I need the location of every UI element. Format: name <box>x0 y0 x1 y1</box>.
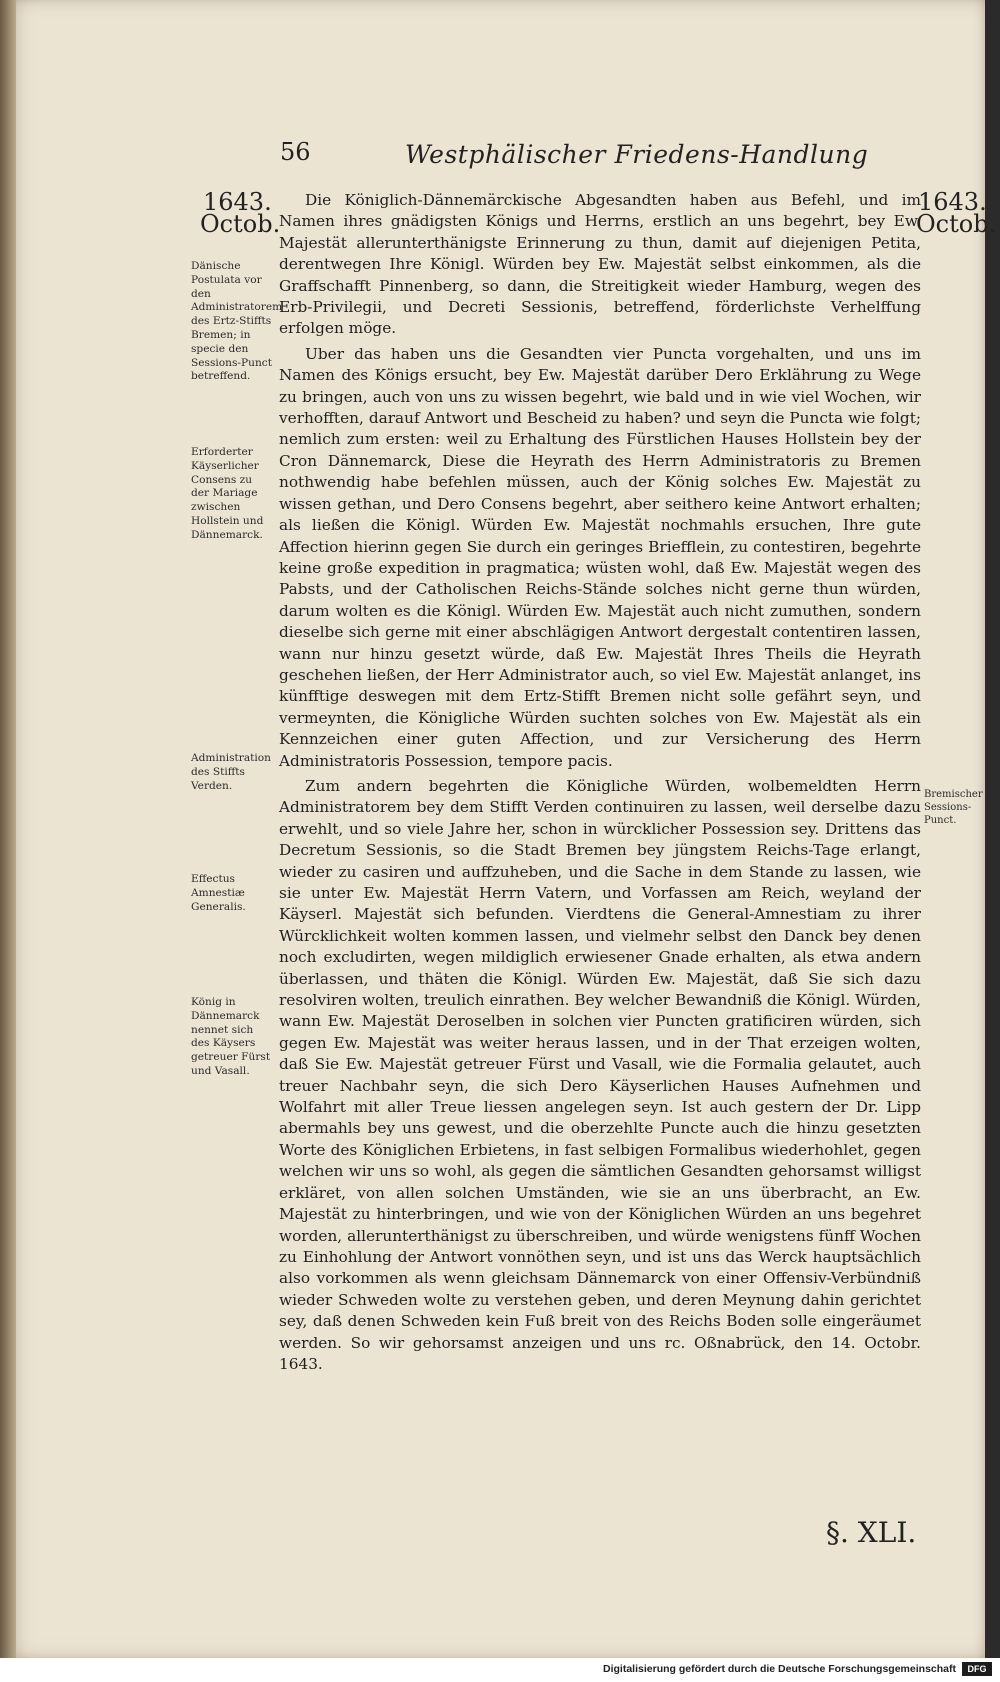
paragraph: Zum andern begehrten die Königliche Würden, wolbemeldten Herrn Administratorem bey dem Stifft Verden continuiren zu lassen, weil derselbe dazu erwehlt, und so viele Jahre her, schon in würcklicher Possession sey. Drittens das Decretum Sessionis, so die Stadt Bremen bey jüngstem Reichs-Tage erlangt, wieder zu casiren und auffzuheben, und die Sache in dem Stande zu lassen, wie sie unter Ew. Majestät Herrn Vatern, und Vorfassen am Reich, weyland der Käyserl. Majestät sich befunden. Vierdtens die General-Amnestiam zu ihrer Würcklichkeit wolten kommen lassen, und vielmehr selbst den Danck bey denen noch excludirten, wegen mildiglich erwiesener Gnade erhalten, als etwa andern überlassen, und thäten die Königl. Würden Ew. Majestät, daß Sie sich dazu resolviren wolten, treulich einrathen. Bey welcher Bewandniß die Königl. Würden, wann Ew. Majestät Deroselben in solchen vier Puncten gratificiren würden, sich gegen Ew. Majestät was weiter heraus lassen, und in der That erzeigen wolten, daß Sie Ew. Majestät getreuer Fürst und Vasall, wie die Formalia gelautet, auch treuer Nachbahr seyn, die sich Dero Käyserlichen Hauses Aufnehmen und Wolfahrt mit aller Treue liessen angelegen seyn. Ist auch gestern der Dr. Lipp abermahls bey uns gewest, und die oberzehlte Puncte auch die hinzu gesetzten Worte des Königlichen Erbietens, in fast selbigen Formalibus wiederhohlet, gegen welchen wir uns so wohl, als gegen die sämtlichen Gesandten gehorsamst willigst erkläret, von allen solchen Umständen, wie sie an uns überbracht, an Ew. Majestät zu hinterbringen, und wie von der Königlichen Würden an uns begehret worden, allerunterthänigst zu überschreiben, und würde wenigstens fünff Wochen zu Einhohlung der Antwort vonnöthen seyn, und ist uns das Werck hauptsächlich also vorkommen als wenn gleichsam Dännemarck von einer Offensiv-Verbündniß wieder Schweden wolte zu verstehen geben, und deren Meynung dahin gerichtet sey, daß denen Schweden kein Fuß breit von des Reichs Boden solle eingeräumet werden. So wir gehorsamst anzeigen und uns rc. Oßnabrück, den 14. Octobr. 1643. <box>279 776 921 1373</box>
margin-note: Administration des Stiffts Verden. <box>191 752 271 792</box>
section-mark: §. XLI. <box>826 1516 917 1549</box>
date-month-right: Octob. <box>916 210 997 238</box>
margin-note-right: Bremischer Sessions-Punct. <box>924 789 983 826</box>
dfg-logo: DFG <box>962 1662 992 1676</box>
margin-note: Effectus Amnestiæ Generalis. <box>191 873 246 913</box>
date-month-left: Octob. <box>200 210 281 238</box>
date-year-right: 1643. <box>918 188 987 216</box>
page-number: 56 <box>280 138 311 166</box>
date-year-left: 1643. <box>203 188 272 216</box>
running-title: Westphälischer Friedens-Handlung <box>405 140 869 169</box>
main-text <box>279 190 921 1375</box>
footer-text: Digitalisierung gefördert durch die Deutsche Forschungsgemeinschaft <box>603 1663 956 1675</box>
margin-note: König in Dännemarck nennet sich des Käysers getreuer Fürst und Vasall. <box>191 996 271 1077</box>
page-edge-shadow <box>985 0 1000 1658</box>
footer-bar <box>0 1658 1000 1682</box>
margin-note: Erforderter Käyserlicher Consens zu der Mariage zwischen Hollstein und Dännemarck. <box>191 446 264 541</box>
margin-note: Dänische Postulata vor den Administratorem des Ertz-Stiffts Bremen; in specie den Sessions-Punct betreffend. <box>191 260 283 383</box>
page-gutter <box>0 0 16 1658</box>
paragraph: Die Königlich-Dännemärckische Abgesandten haben aus Befehl, und im Namen ihres gnädigsten Königs und Herrns, erstlich an uns begehrt, bey Ew. Majestät allerunterthänigste Erinnerung zu thun, damit auf diejenigen Petita, derentwegen Ihre Königl. Würden bey Ew. Majestät selbst einkommen, als die Graffschafft Pinnenberg, so dann, die Streitigkeit wieder Hamburg, wegen des Erb-Privilegii, und Decreti Sessionis, betreffend, förderlichste Verhelffung erfolgen möge. <box>279 191 921 338</box>
paragraph: Uber das haben uns die Gesandten vier Puncta vorgehalten, und uns im Namen des Königs ersucht, bey Ew. Majestät darüber Dero Erklährung zu Wege zu bringen, auch von uns zu wissen begehrt, wie bald und in wie viel Wochen, wir verhofften, darauf Antwort und Bescheid zu haben? und seyn die Puncta wie folgt; nemlich zum ersten: weil zu Erhaltung des Fürstlichen Hauses Hollstein bey der Cron Dännemarck, Diese die Heyrath des Herrn Administratoris zu Bremen nothwendig habe befehlen müssen, auch der König solches Ew. Majestät zu wissen gethan, und Dero Consens begehrt, aber seithero keine Antwort erhalten; als ließen die Königl. Würden Ew. Majestät nochmahls ersuchen, Ihre gute Affection hierinn gegen Sie durch ein geringes Briefflein, zu contestiren, begehrte keine große expedition in pragmatica; wüsten wohl, daß Ew. Majestät wegen des Pabsts, und der Catholischen Reichs-Stände solches nicht gerne thun würden, darum wolten es die Königl. Würden Ew. Majestät auch nicht zumuthen, sondern dieselbe sich gerne mit einer abschlägigen Antwort dergestalt contentiren lassen, wann nur hinzu gesetzt würde, daß Ew. Majestät Ihres Theils die Heyrath geschehen ließen, der Herr Administrator auch, so viel Ew. Majestät anlanget, ins künfftige deswegen mit dem Ertz-Stifft Bremen nicht solle gefährt seyn, und vermeynten, die Königliche Würden suchten solches von Ew. Majestät als ein Kennzeichen einer guten Affection, und zur Versicherung des Herrn Administratoris Possession, tempore pacis. <box>279 344 921 770</box>
